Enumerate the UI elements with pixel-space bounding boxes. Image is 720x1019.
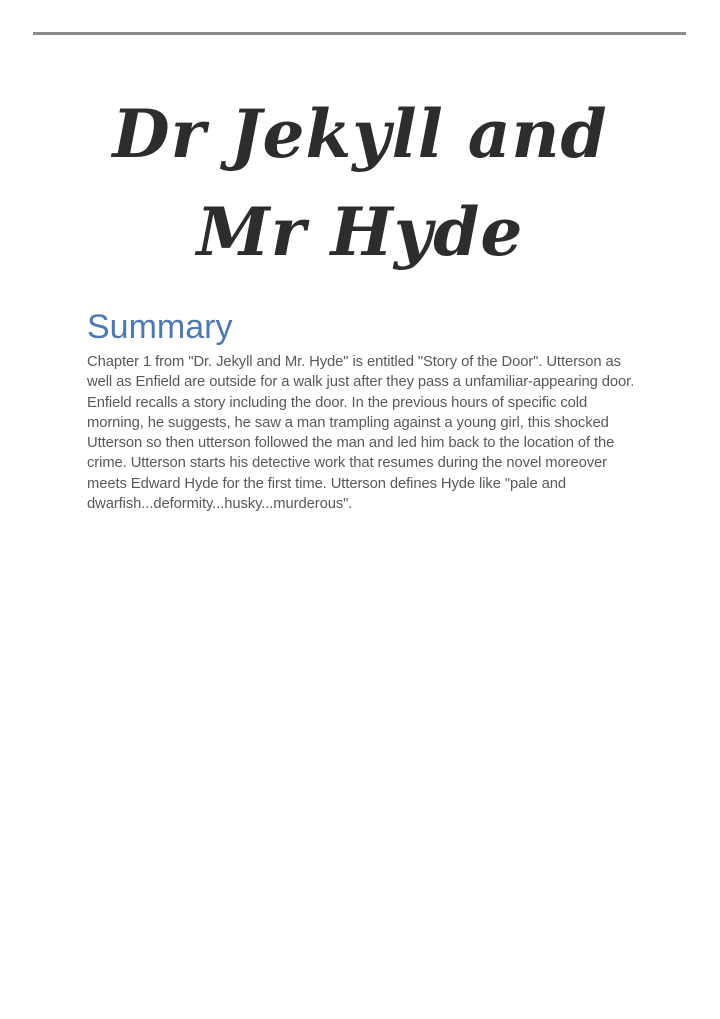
top-divider [33, 32, 686, 35]
document-title: Dr Jekyll and Mr Hyde [112, 95, 608, 271]
summary-heading: Summary [87, 308, 233, 346]
summary-paragraph: Chapter 1 from "Dr. Jekyll and Mr. Hyde" is entitled "Story of the Door". Utterson as well as Enfield are outside for a walk just after they pass a unfamiliar-appearing door. Enfield recalls a story including the door. In the previous hours of specific cold morning, he suggests, he saw a man trampling against a young girl, this shocked Utterson so then utterson followed the man and led him back to the location of the crime. Utterson starts his detective work that resumes during the novel moreover meets Edward Hyde for the first time. Utterson defines Hyde like "pale and dwarfish...deformity...husky...murderous". [87, 354, 635, 513]
